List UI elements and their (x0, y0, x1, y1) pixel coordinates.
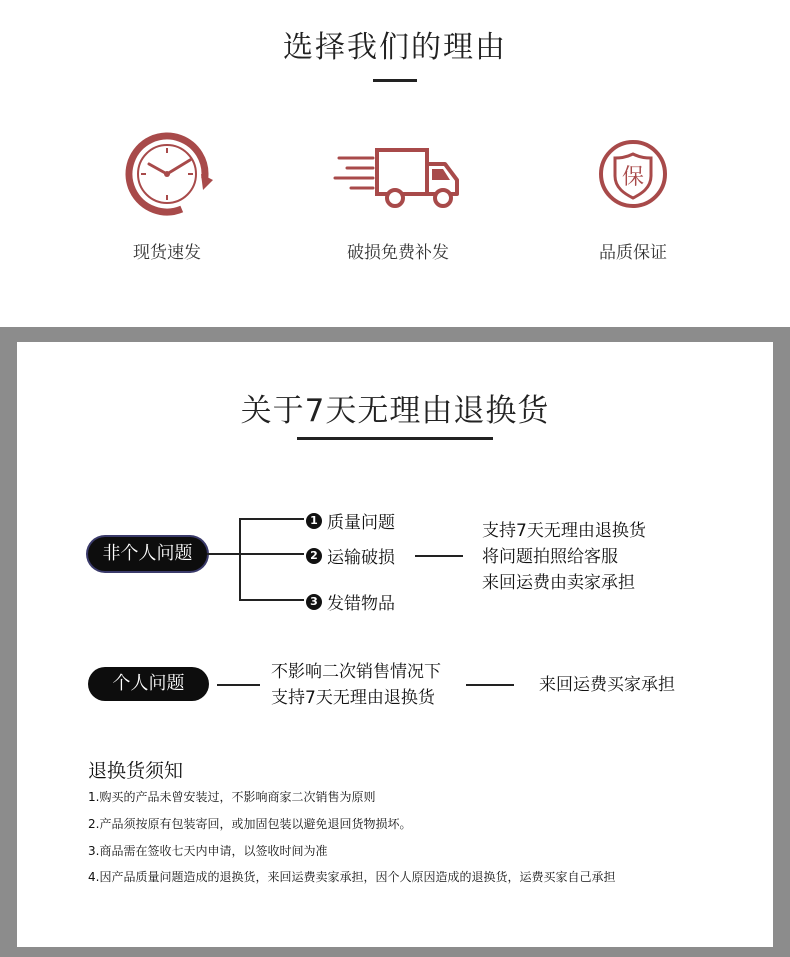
condition-line: 不影响二次销售情况下 (271, 662, 441, 682)
note-item: 3.商品需在签收七天内申请，以签收时间为准 (88, 844, 328, 858)
connector-line (239, 553, 304, 555)
note-item: 1.购买的产品未曾安装过，不影响商家二次销售为原则 (88, 790, 376, 804)
policy-title: 关于7天无理由退换货 (240, 393, 550, 429)
feature-label: 现货速发 (133, 243, 201, 263)
bracket-line (239, 518, 241, 600)
non-personal-issue-badge: 非个人问题 (88, 537, 207, 571)
clock-icon (119, 128, 215, 224)
reason-label: 发错物品 (327, 594, 395, 614)
connector-line (217, 684, 260, 686)
reason-shipping-damage (306, 543, 395, 568)
result-line: 来回运费由卖家承担 (482, 573, 635, 593)
guarantee-badge-icon (585, 128, 681, 224)
number-badge: 2 (306, 548, 322, 564)
reason-label: 运输破损 (327, 548, 395, 568)
connector-line (239, 599, 304, 601)
feature-label: 品质保证 (599, 243, 667, 263)
connector-line (466, 684, 514, 686)
note-item: 2.产品须按原有包装寄回，或加固包装以避免退回货物损坏。 (88, 817, 412, 831)
guarantee-badge-char: 保 (621, 165, 645, 190)
note-item: 4.因产品质量问题造成的退换货，来回运费卖家承担，因个人原因造成的退换货，运费买家自己承担 (88, 870, 616, 884)
connector-line (207, 553, 239, 555)
reason-wrong-item (306, 589, 395, 614)
personal-result: 来回运费买家承担 (539, 675, 675, 695)
delivery-truck-icon (333, 128, 463, 224)
number-badge: 1 (306, 513, 322, 529)
condition-line: 支持7天无理由退换货 (271, 688, 435, 708)
feature-damage-replacement (298, 128, 498, 263)
number-badge: 3 (306, 594, 322, 610)
personal-issue-badge: 个人问题 (88, 667, 209, 701)
result-line: 将问题拍照给客服 (482, 547, 618, 567)
feature-label: 破损免费补发 (347, 243, 449, 263)
result-line: 支持7天无理由退换货 (482, 521, 646, 541)
connector-line (239, 518, 304, 520)
feature-fast-shipping (67, 128, 267, 263)
page-title: 选择我们的理由 (283, 30, 507, 65)
notes-title: 退换货须知 (88, 760, 184, 782)
connector-line (415, 555, 463, 557)
non-personal-result (482, 518, 646, 596)
title-underline (373, 79, 417, 82)
reason-quality (306, 508, 395, 533)
feature-quality-guarantee (533, 128, 733, 263)
policy-title-underline (297, 437, 493, 440)
reason-label: 质量问题 (327, 513, 395, 533)
personal-condition (271, 659, 441, 711)
